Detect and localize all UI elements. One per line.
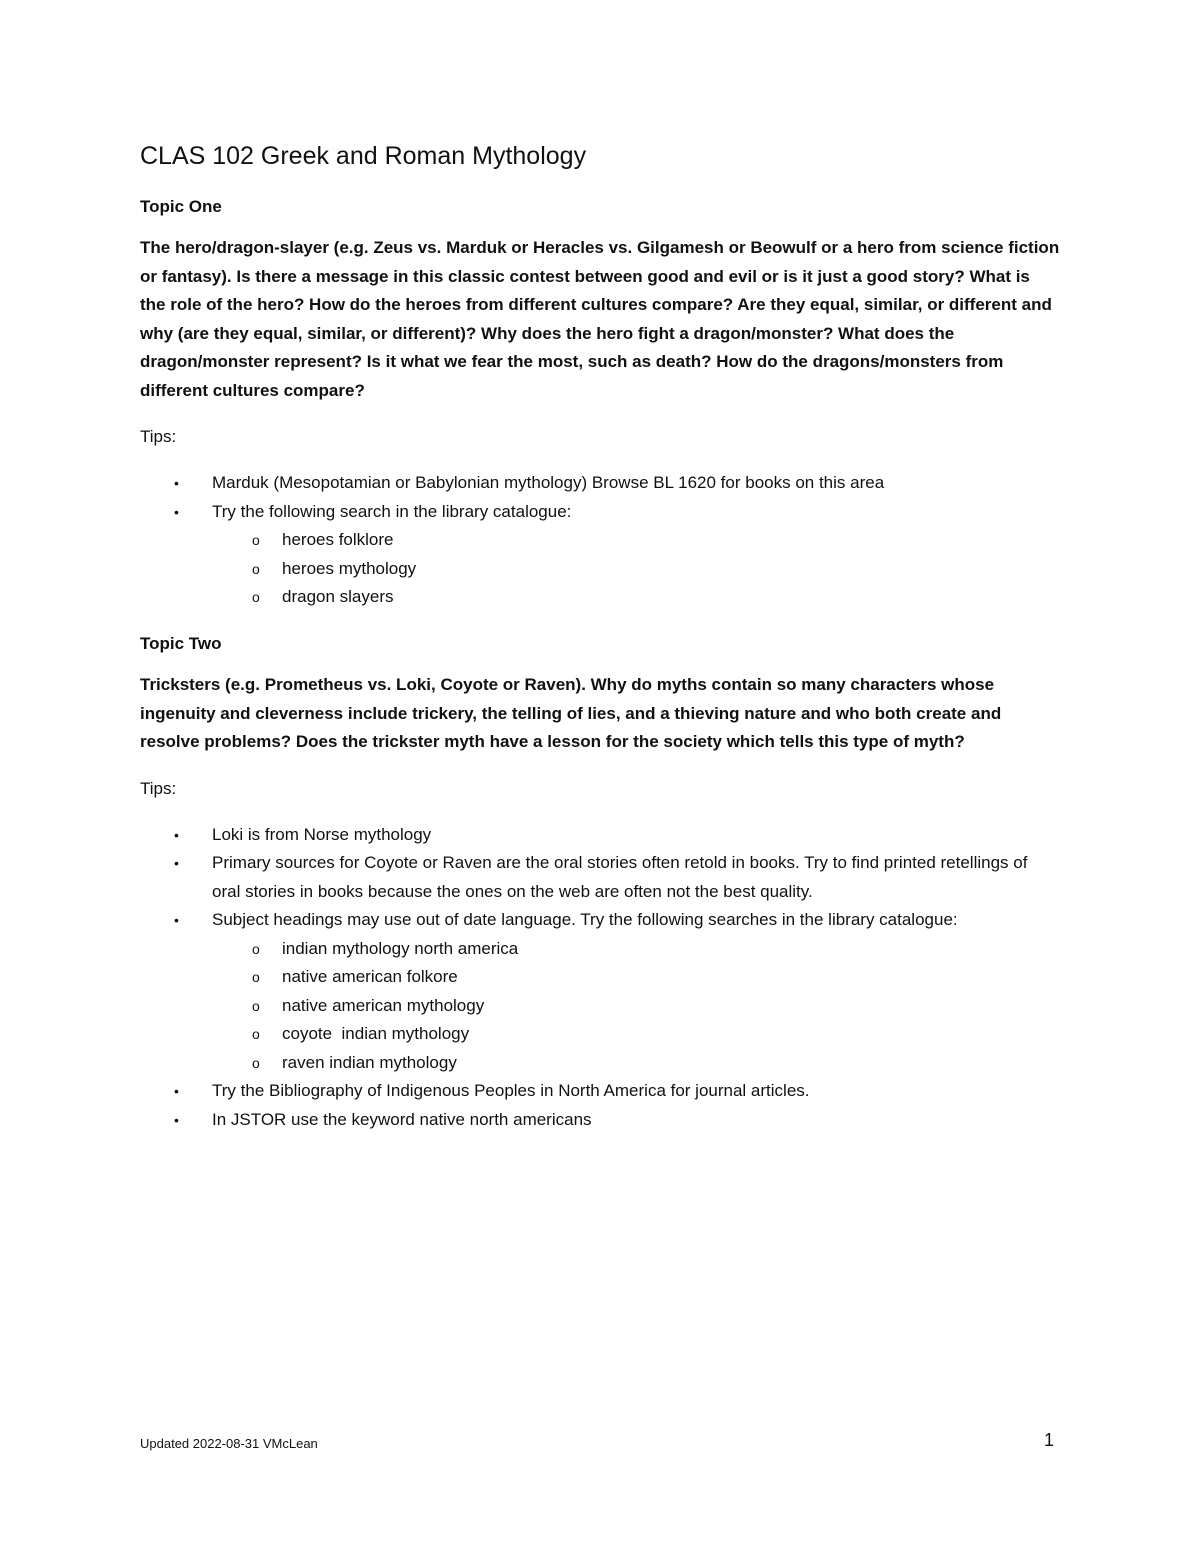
circle-bullet-icon: o bbox=[252, 997, 260, 1014]
list-item bbox=[212, 583, 1060, 612]
document-content bbox=[140, 140, 1060, 1154]
topic-one-search-list bbox=[212, 526, 1060, 612]
topic-two-tips-label: Tips: bbox=[140, 778, 177, 798]
topic-two-body: Tricksters (e.g. Prometheus vs. Loki, Coyote or Raven). Why do myths contain so many characters whose ingenuity and cleverness include trickery, the telling of lies, and a thieving nature and who both create and resolve problems? Does the trickster myth have a lesson for the society which tells this type of myth? bbox=[140, 675, 1002, 752]
circle-bullet-icon: o bbox=[252, 532, 260, 549]
circle-bullet-icon: o bbox=[252, 940, 260, 957]
bullet-icon: • bbox=[174, 503, 179, 520]
bullet-icon: • bbox=[174, 826, 179, 843]
topic-one-body: The hero/dragon-slayer (e.g. Zeus vs. Marduk or Heracles vs. Gilgamesh or Beowulf or a hero from science fiction or fantasy). Is there a message in this classic contest between good and evil or is it just a good story? What is the role of the hero? How do the heroes from different cultures compare? Are they equal, similar, or different and why (are they equal, similar, or different)? Why does the hero fight a dragon/monster? What does the dragon/monster represent? Is it what we fear the most, such as death? How do the dragons/monsters from different cultures compare? bbox=[140, 238, 1060, 400]
document-title: CLAS 102 Greek and Roman Mythology bbox=[140, 142, 587, 170]
bullet-icon: • bbox=[174, 1111, 179, 1128]
circle-bullet-icon: o bbox=[252, 969, 260, 986]
search-term: native american folkore bbox=[282, 967, 458, 987]
list-item bbox=[212, 526, 1060, 555]
tip-text: In JSTOR use the keyword native north americans bbox=[212, 1109, 592, 1129]
tip-text: Primary sources for Coyote or Raven are the oral stories often retold in books. Try to find printed retellings of oral stories in books because the ones on the web are often not the best quality. bbox=[212, 853, 1028, 901]
list-item bbox=[212, 1049, 1060, 1078]
topic-one-heading: Topic One bbox=[140, 196, 222, 216]
list-item bbox=[140, 849, 1060, 906]
circle-bullet-icon: o bbox=[252, 560, 260, 577]
search-term: dragon slayers bbox=[282, 587, 394, 607]
list-item bbox=[140, 498, 1060, 612]
list-item bbox=[212, 963, 1060, 992]
list-item bbox=[212, 1020, 1060, 1049]
search-term: heroes mythology bbox=[282, 558, 417, 578]
circle-bullet-icon: o bbox=[252, 1054, 260, 1071]
bullet-icon: • bbox=[174, 912, 179, 929]
tip-text: Try the Bibliography of Indigenous Peoples in North America for journal articles. bbox=[212, 1081, 810, 1101]
search-term: indian mythology north america bbox=[282, 938, 519, 958]
footer-updated: Updated 2022-08-31 VMcLean bbox=[140, 1436, 318, 1451]
list-item bbox=[212, 992, 1060, 1021]
list-item bbox=[140, 821, 1060, 850]
tip-text: Subject headings may use out of date language. Try the following searches in the library catalogue: bbox=[212, 910, 958, 930]
search-term: raven indian mythology bbox=[282, 1052, 457, 1072]
list-item bbox=[140, 906, 1060, 1077]
list-item bbox=[140, 1106, 1060, 1135]
topic-two-heading: Topic Two bbox=[140, 633, 222, 653]
list-item bbox=[212, 555, 1060, 584]
topic-two-tips-list bbox=[140, 821, 1060, 1135]
circle-bullet-icon: o bbox=[252, 1026, 260, 1043]
page-number: 1 bbox=[1044, 1430, 1055, 1450]
list-item bbox=[140, 469, 1060, 498]
search-term: coyote indian mythology bbox=[282, 1024, 470, 1044]
search-term: native american mythology bbox=[282, 995, 485, 1015]
bullet-icon: • bbox=[174, 1083, 179, 1100]
bullet-icon: • bbox=[174, 855, 179, 872]
tip-text: Try the following search in the library catalogue: bbox=[212, 501, 572, 521]
topic-one-tips-list bbox=[140, 469, 1060, 612]
list-item bbox=[140, 1077, 1060, 1106]
topic-one-tips-label: Tips: bbox=[140, 427, 177, 447]
tip-text: Loki is from Norse mythology bbox=[212, 824, 432, 844]
topic-two-search-list bbox=[212, 935, 1060, 1078]
circle-bullet-icon: o bbox=[252, 589, 260, 606]
list-item bbox=[212, 935, 1060, 964]
tip-text: Marduk (Mesopotamian or Babylonian mythology) Browse BL 1620 for books on this area bbox=[212, 473, 885, 493]
bullet-icon: • bbox=[174, 475, 179, 492]
search-term: heroes folklore bbox=[282, 530, 394, 550]
